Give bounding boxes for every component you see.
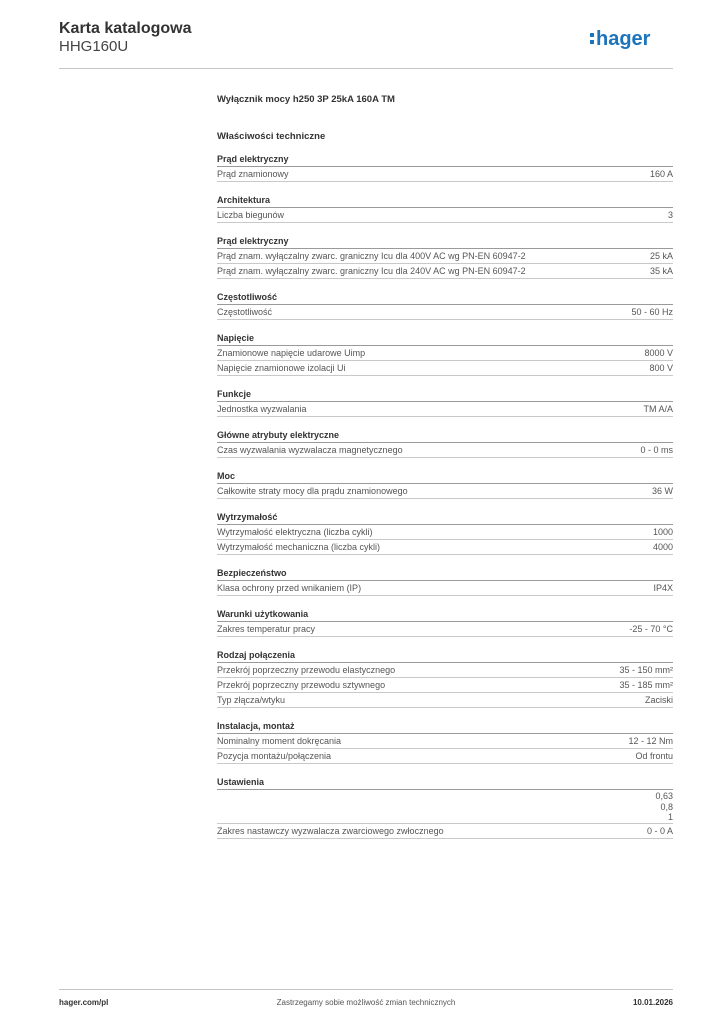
property-label: Przekrój poprzeczny przewodu sztywnego <box>217 680 386 690</box>
property-value: 12 - 12 Nm <box>628 736 673 746</box>
property-label: Pozycja montażu/połączenia <box>217 751 332 761</box>
property-value: Od frontu <box>635 751 673 761</box>
property-value: 35 - 185 mm² <box>619 680 673 690</box>
property-label: Prąd znam. wyłączalny zwarc. graniczny Icu dla 400V AC wg PN-EN 60947-2 <box>217 251 526 261</box>
property-row <box>217 540 673 555</box>
property-label: Prąd znamionowy <box>217 169 289 179</box>
property-row <box>217 249 673 264</box>
header-divider <box>59 68 673 69</box>
property-label: Prąd znam. wyłączalny zwarc. graniczny Icu dla 240V AC wg PN-EN 60947-2 <box>217 266 526 276</box>
property-label: Czas wyzwalania wyzwalacza magnetycznego <box>217 445 403 455</box>
property-row <box>217 305 673 320</box>
group-heading: Moc <box>217 470 673 484</box>
property-label: Typ złącza/wtyku <box>217 695 286 705</box>
property-value-item: 0,8 <box>660 801 673 812</box>
footer-divider <box>59 989 673 990</box>
property-row <box>217 622 673 637</box>
group-heading: Funkcje <box>217 388 673 402</box>
property-value: 35 kA <box>649 266 673 276</box>
property-value: 35 - 150 mm² <box>619 665 673 675</box>
page-header <box>59 20 673 70</box>
group-heading: Główne atrybuty elektryczne <box>217 429 673 443</box>
property-value-item: 1 <box>667 812 673 822</box>
property-row <box>217 678 673 693</box>
property-label: Przekrój poprzeczny przewodu elastycznego <box>217 665 396 675</box>
datasheet-content <box>217 93 673 839</box>
property-value <box>655 791 673 823</box>
property-row <box>217 346 673 361</box>
property-row <box>217 734 673 749</box>
group-heading: Warunki użytkowania <box>217 608 673 622</box>
group-heading: Wytrzymałość <box>217 511 673 525</box>
footer-note: Zastrzegamy sobie możliwość zmian technicznych <box>276 998 456 1007</box>
product-title: Wyłącznik mocy h250 3P 25kA 160A TM <box>217 94 395 105</box>
property-value: -25 - 70 °C <box>629 624 673 634</box>
property-row <box>217 581 673 596</box>
property-value: Zaciski <box>644 695 673 705</box>
footer-website: hager.com/pl <box>59 998 109 1007</box>
property-row <box>217 484 673 499</box>
property-value: 3 <box>667 210 673 220</box>
property-value: 0 - 0 A <box>646 825 673 836</box>
svg-text:hager: hager <box>596 28 651 50</box>
property-label: Częstotliwość <box>217 307 273 317</box>
property-row <box>217 361 673 376</box>
property-label: Liczba biegunów <box>217 210 285 220</box>
document-title: Karta katalogowa <box>59 20 192 37</box>
group-heading: Prąd elektryczny <box>217 235 673 249</box>
footer-date: 10.01.2026 <box>632 998 673 1007</box>
property-row <box>217 525 673 540</box>
property-value: 25 kA <box>649 251 673 261</box>
property-value: 160 A <box>649 169 673 179</box>
property-label: Napięcie znamionowe izolacji Ui <box>217 363 346 373</box>
group-heading: Rodzaj połączenia <box>217 649 673 663</box>
property-value: IP4X <box>653 583 673 593</box>
property-groups <box>217 153 673 839</box>
property-value-item: 0,63 <box>655 791 673 801</box>
property-label: Wytrzymałość elektryczna (liczba cykli) <box>217 527 373 537</box>
property-label: Zakres temperatur pracy <box>217 624 316 634</box>
hager-logo <box>589 26 671 52</box>
property-label: Nominalny moment dokręcania <box>217 736 342 746</box>
page-footer <box>59 998 673 1012</box>
property-value: TM A/A <box>643 404 673 414</box>
property-row <box>217 167 673 182</box>
property-label: Zakres nastawczy wyzwalacza zwarciowego zwłocznego <box>217 825 444 836</box>
property-value: 0 - 0 ms <box>640 445 673 455</box>
property-row <box>217 790 673 824</box>
product-code: HHG160U <box>59 38 129 55</box>
property-row <box>217 208 673 223</box>
group-heading: Częstotliwość <box>217 291 673 305</box>
group-heading: Bezpieczeństwo <box>217 567 673 581</box>
property-value: 8000 V <box>644 348 673 358</box>
property-row <box>217 443 673 458</box>
property-row <box>217 402 673 417</box>
group-heading: Napięcie <box>217 332 673 346</box>
property-row <box>217 824 673 839</box>
property-label: Klasa ochrony przed wnikaniem (IP) <box>217 583 362 593</box>
property-value: 36 W <box>651 486 673 496</box>
property-label: Znamionowe napięcie udarowe Uimp <box>217 348 366 358</box>
group-heading: Ustawienia <box>217 776 673 790</box>
property-row <box>217 693 673 708</box>
property-row <box>217 749 673 764</box>
group-heading: Instalacja, montaż <box>217 720 673 734</box>
property-label: Całkowite straty mocy dla prądu znamionowego <box>217 486 408 496</box>
group-heading: Prąd elektryczny <box>217 153 673 167</box>
property-row <box>217 264 673 279</box>
property-row <box>217 663 673 678</box>
property-value: 800 V <box>649 363 673 373</box>
property-value: 4000 <box>652 542 673 552</box>
section-title: Właściwości techniczne <box>217 131 326 142</box>
property-label: Wytrzymałość mechaniczna (liczba cykli) <box>217 542 380 552</box>
group-heading: Architektura <box>217 194 673 208</box>
property-value: 50 - 60 Hz <box>631 307 673 317</box>
property-label: Jednostka wyzwalania <box>217 404 307 414</box>
property-value: 1000 <box>652 527 673 537</box>
